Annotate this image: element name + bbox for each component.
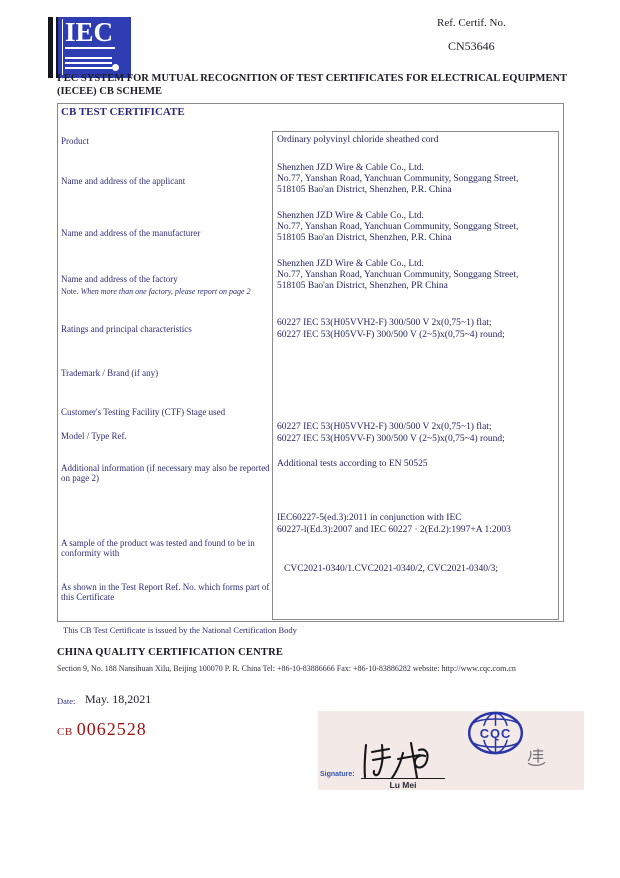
label-trademark: Trademark / Brand (if any): [61, 368, 159, 378]
value-manufacturer: Shenzhen JZD Wire & Cable Co., Ltd. No.77, Yanshan Road, Yanchuan Community, Songgang Street, 518105 Bao'an District, Shenzhen, P.R. China: [277, 211, 519, 243]
ncb-name: CHINA QUALITY CERTIFICATION CENTRE: [57, 647, 284, 658]
cb-number: 0062528: [76, 719, 147, 739]
iec-logo: [56, 17, 131, 78]
signatory-name: Lu Mei: [389, 780, 417, 790]
label-factory: Name and address of the factory: [61, 274, 178, 284]
value-factory: Shenzhen JZD Wire & Cable Co., Ltd. No.77, Yanshan Road, Yanchuan Community, Songgang Street, 518105 Bao'an District, Shenzhen, PR China: [277, 259, 519, 291]
value-applicant: Shenzhen JZD Wire & Cable Co., Ltd. No.77, Yanshan Road, Yanchuan Community, Songgang Street, 518105 Bao'an District, Shenzhen, P.R. China: [277, 163, 519, 195]
handwritten-signature-icon: [358, 740, 442, 780]
label-test-report: As shown in the Test Report Ref. No. which forms part of this Certificate: [61, 582, 270, 602]
value-model: 60227 IEC 53(H05VVH2-F) 300/500 V 2x(0,75~1) flat; 60227 IEC 53(H05VV-F) 300/500 V (2~5)x(0,75~4) round;: [277, 422, 505, 444]
label-model: Model / Type Ref.: [61, 431, 127, 441]
value-test-report: CVC2021-0340/1.CVC2021-0340/2, CVC2021-0340/3;: [284, 564, 499, 574]
ref-certif-label: Ref. Certif. No.: [437, 17, 506, 29]
cb-certificate-number: [57, 719, 147, 740]
label-ratings: Ratings and principal characteristics: [61, 324, 192, 334]
label-factory-note: Note. When more than one factory, please report on page 2: [61, 287, 251, 296]
ref-certif-number: CN53646: [448, 39, 495, 53]
cqc-logo-text: CQC: [479, 725, 512, 741]
issued-by-line: This CB Test Certificate is issued by the National Certification Body: [63, 625, 297, 635]
value-product: Ordinary polyvinyl chloride sheathed cord: [277, 135, 439, 145]
date-value: May. 18,2021: [85, 692, 152, 706]
iec-logo-lines: [65, 57, 112, 72]
value-ratings: 60227 IEC 53(H05VVH2-F) 300/500 V 2x(0,75~1) flat; 60227 IEC 53(H05VV-F) 300/500 V (2~5)x(0,75~4) round;: [277, 318, 505, 340]
cqc-logo-icon: [466, 711, 525, 755]
label-conformity: A sample of the product was tested and found to be in conformity with: [61, 538, 255, 558]
date-label: Date:: [57, 696, 76, 706]
jian-stamp-icon: [526, 748, 546, 768]
value-conformity: IEC60227-5(ed.3):2011 in conjunction with IEC 60227-l(Ed.3):2007 and IEC 60227 · 2(Ed.2):1997+A 1:2003: [277, 513, 511, 535]
iec-logo-text: IEC: [65, 17, 114, 47]
signature-line: [361, 778, 445, 779]
label-product: Product: [61, 136, 89, 146]
label-ctf: Customer's Testing Facility (CTF) Stage used: [61, 407, 226, 417]
label-manufacturer: Name and address of the manufacturer: [61, 228, 201, 238]
scheme-title: I EC SYSTEM FOR MUTUAL RECOGNITION OF TEST CERTIFICATES FOR ELECTRICAL EQUIPMENT (IECEE) CB SCHEME: [57, 73, 567, 97]
iec-logo-spine: [48, 17, 53, 78]
signature-label: Signature:: [320, 771, 355, 778]
certificate-title: CB TEST CERTIFICATE: [61, 106, 185, 118]
ncb-contact-line: Section 9, No. 188 Nansihuan Xilu, Beijing 100070 P. R. China Tel: +86-10-83886666 Fax: +86-10-83886282 website: http://www.cqc.com.cn: [57, 664, 516, 673]
label-applicant: Name and address of the applicant: [61, 176, 186, 186]
label-additional-info: Additional information (if necessary may also be reported on page 2): [61, 463, 270, 483]
value-additional-info: Additional tests according to EN 50525: [277, 459, 428, 469]
certificate-values-border: [272, 131, 559, 620]
cb-prefix: CB: [57, 726, 73, 738]
iec-logo-dot-icon: [112, 64, 119, 71]
